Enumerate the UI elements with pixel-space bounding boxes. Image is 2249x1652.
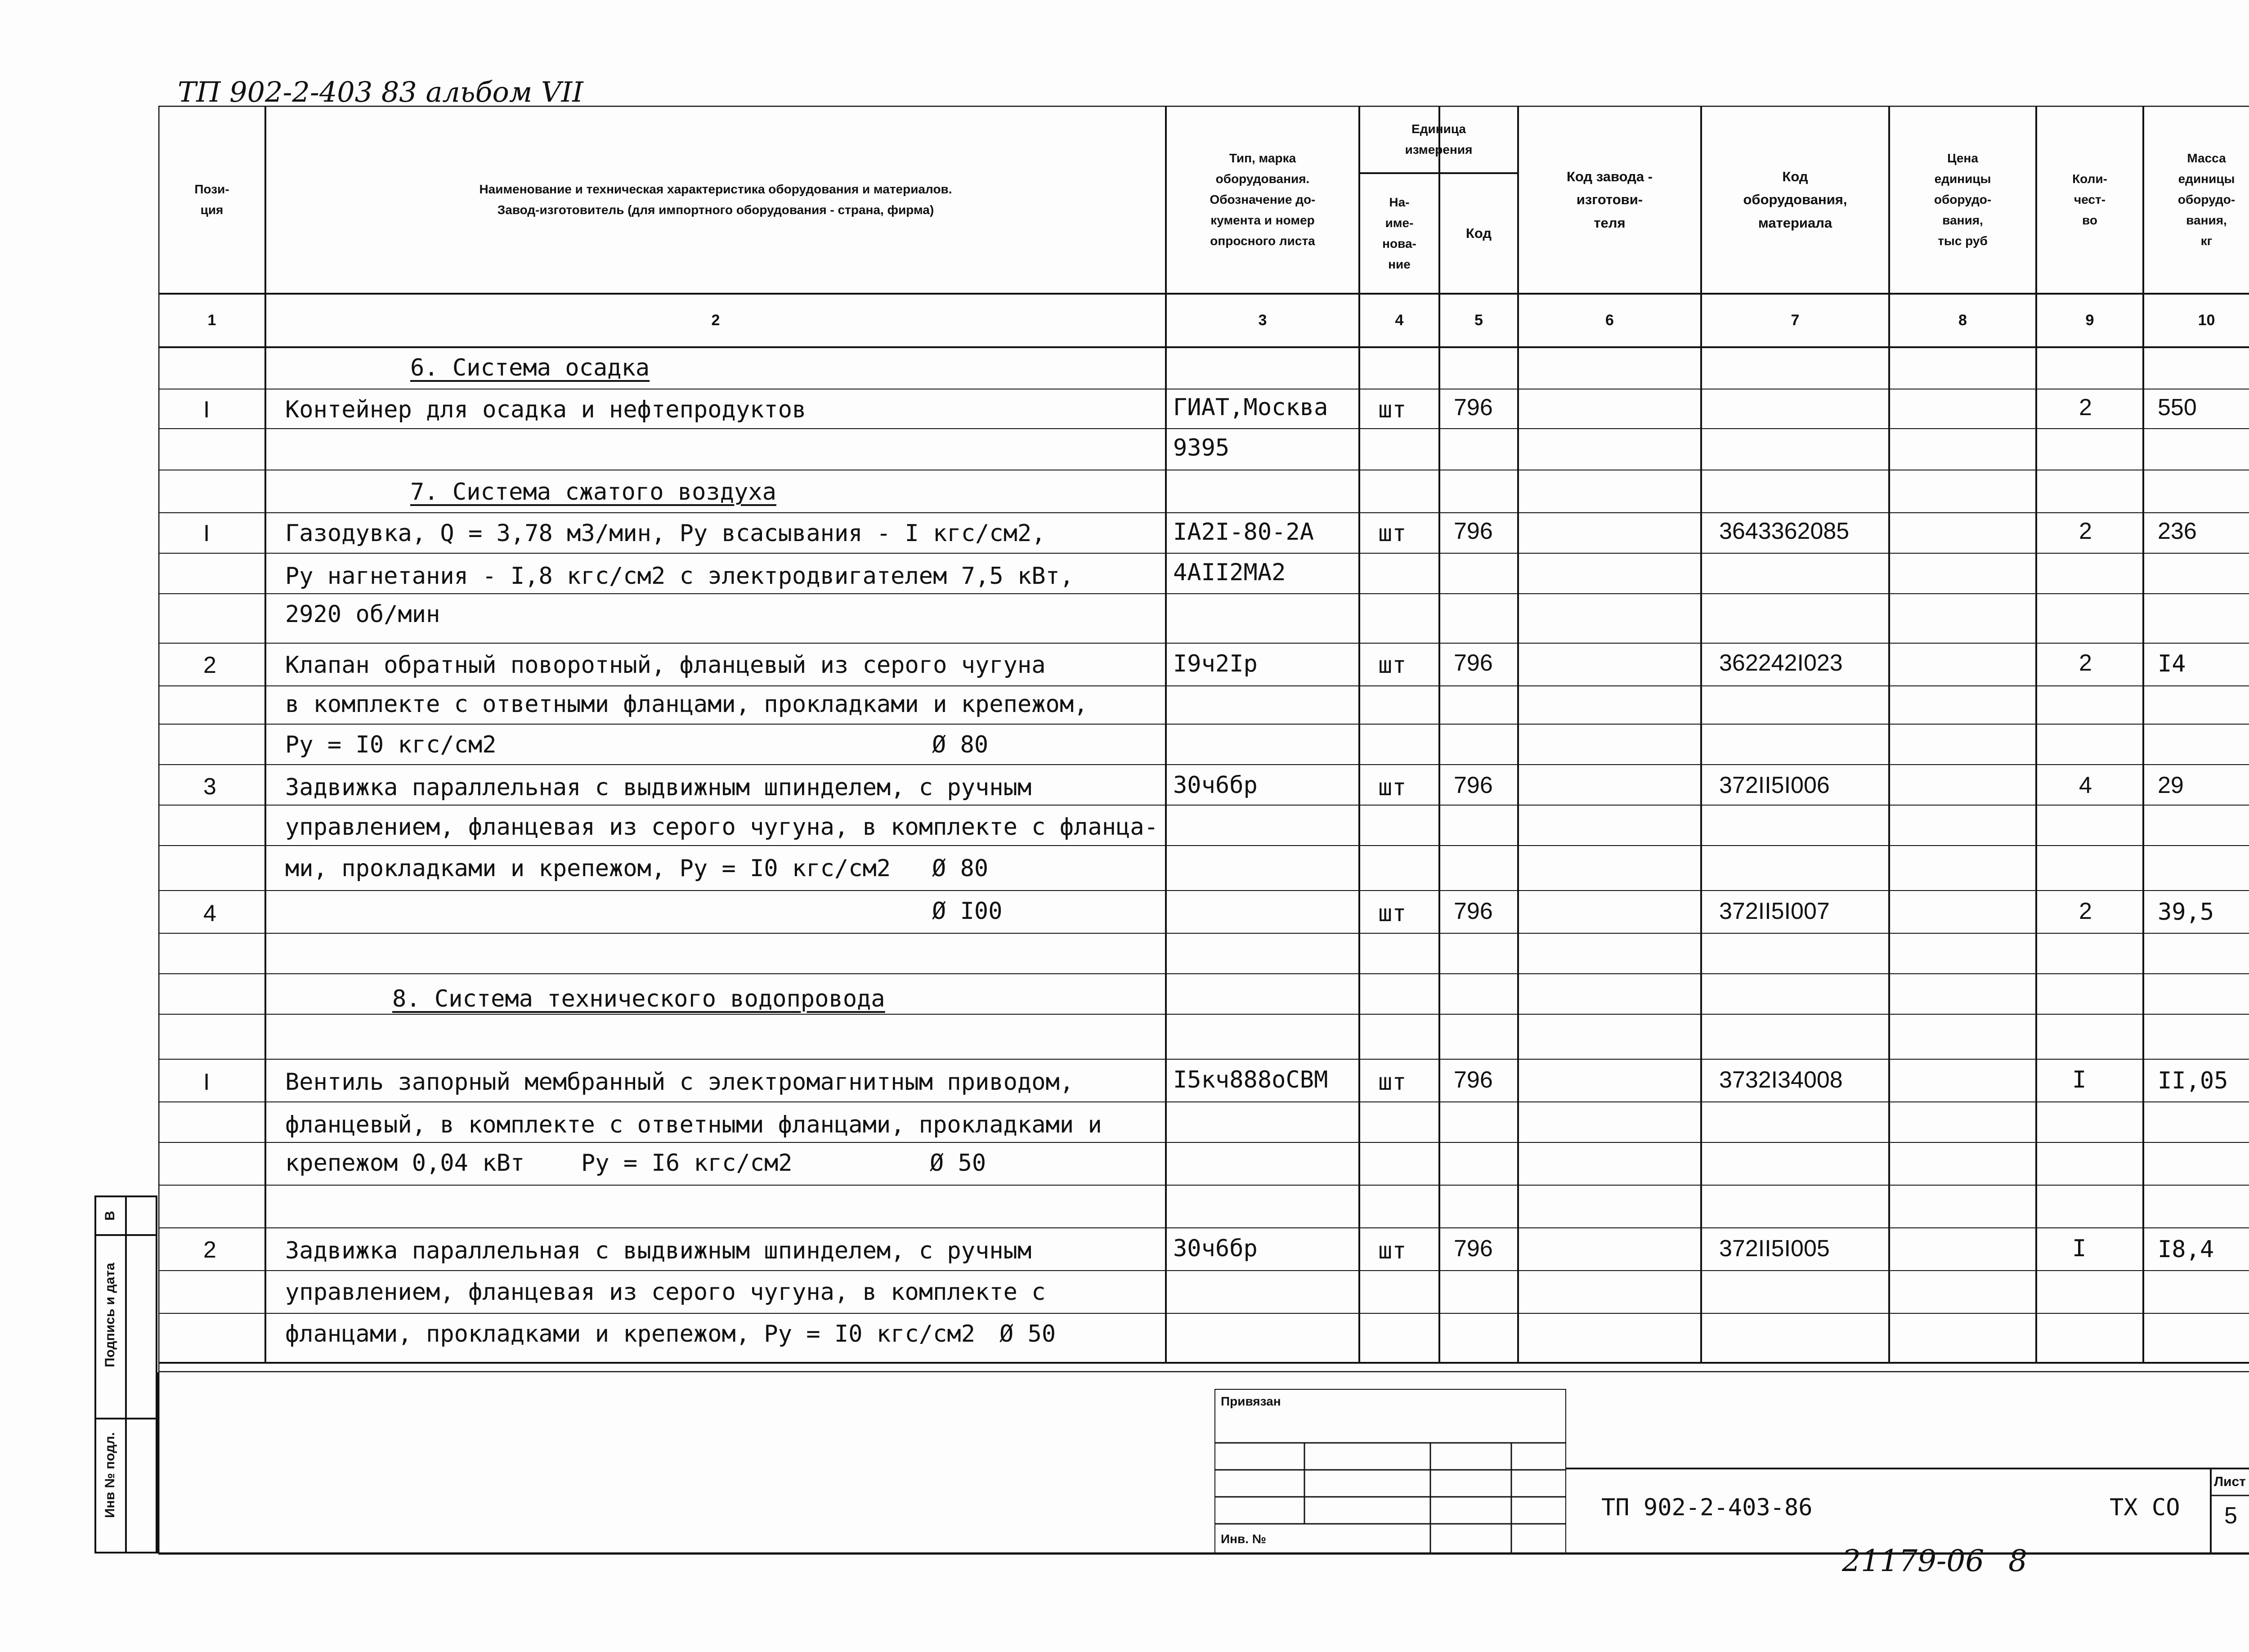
row-name: Ру = I0 кгс/см2: [285, 731, 497, 758]
row-equipment-code: 3643362085: [1719, 518, 1850, 544]
row-type: 30ч6бр: [1173, 1235, 1258, 1262]
row-quantity: 2: [2079, 518, 2092, 544]
row-name: Клапан обратный поворотный, фланцевый из серого чугуна: [285, 652, 1046, 679]
row-unit-code: 796: [1454, 1236, 1493, 1262]
row-type: 30ч6бр: [1173, 772, 1258, 799]
row-unit: шт: [1378, 774, 1407, 801]
row-unit: шт: [1378, 520, 1407, 547]
row-position: 4: [203, 900, 216, 927]
row-position: I: [203, 1069, 210, 1095]
row-name: Задвижка параллельная с выдвижным шпинделем, с ручным: [285, 1237, 1032, 1264]
header-equipment-code: Код оборудования, материала: [1743, 169, 1847, 231]
column-number: 7: [1791, 312, 1800, 329]
equipment-table: [158, 106, 2249, 1372]
column-number: 5: [1474, 312, 1483, 329]
row-mass: II,05: [2158, 1067, 2228, 1094]
column-number: 4: [1395, 312, 1404, 329]
row-mass: I4: [2158, 650, 2186, 677]
document-type: ТХ СО: [2110, 1494, 2180, 1521]
sheet-label: Лист: [2214, 1474, 2246, 1489]
header-position: Пози- ция: [194, 182, 229, 217]
column-number: 10: [2198, 312, 2215, 329]
stamp-inventory-label: Инв. №: [1221, 1532, 1267, 1546]
document-id: ТП 902-2-403-86: [1601, 1494, 1813, 1521]
row-type: IA2I-80-2A: [1173, 519, 1314, 546]
row-unit: шт: [1378, 652, 1407, 679]
row-name: крепежом 0,04 кВт: [285, 1150, 525, 1177]
side-strip: [94, 1195, 157, 1554]
row-unit-code: 796: [1454, 518, 1493, 544]
row-mass: 236: [2158, 518, 2197, 544]
row-quantity: I: [2072, 1066, 2087, 1093]
sheet-number: 5: [2224, 1503, 2237, 1529]
header-unit-name: На- име- нова- ние: [1382, 195, 1416, 272]
header-factory-code: Код завода - изготови- теля: [1566, 169, 1653, 231]
row-diameter: Ø 80: [932, 731, 989, 758]
header-price: Цена единицы оборудо- вания, тыс руб: [1934, 151, 1992, 248]
row-unit: шт: [1378, 1237, 1407, 1264]
row-name: Газодувка, Q = 3,78 м3/мин, Ру всасывания - I кгс/см2,: [285, 520, 1046, 547]
row-pressure: Ру = I6 кгс/см2: [581, 1150, 793, 1177]
column-number: 2: [711, 312, 720, 329]
column-number: 1: [207, 312, 216, 329]
section-6-title: 6. Система осадка: [410, 354, 650, 381]
row-unit: шт: [1378, 396, 1407, 423]
row-unit: шт: [1378, 900, 1407, 927]
stamp-grid: [1214, 1389, 1566, 1554]
row-equipment-code: 372II5I007: [1719, 898, 1830, 924]
row-position: 2: [203, 1237, 216, 1263]
row-mass: 550: [2158, 394, 2197, 421]
row-unit-code: 796: [1454, 650, 1493, 676]
album-label: ТП 902-2-403 83 альбом VII: [178, 76, 583, 108]
row-unit-code: 796: [1454, 394, 1493, 421]
row-quantity: I: [2072, 1235, 2087, 1262]
header-name: Наименование и техническая характеристика оборудования и материалов. Завод-изготовитель (для импортного оборудования - страна, фирма): [479, 182, 952, 217]
header-unit: Единица измерения: [1405, 121, 1473, 157]
row-mass: I8,4: [2158, 1236, 2214, 1263]
row-position: I: [203, 520, 210, 546]
header-mass: Масса единицы оборудо- вания, кг: [2177, 151, 2236, 248]
row-name: в комплекте с ответными фланцами, прокладками и крепежом,: [285, 691, 1088, 718]
row-name: управлением, фланцевая из серого чугуна, в комплекте с фланца-: [285, 814, 1159, 841]
row-diameter: Ø 80: [932, 855, 989, 882]
row-mass: 29: [2158, 772, 2184, 798]
row-name: Вентиль запорный мембранный с электромагнитным приводом,: [285, 1069, 1074, 1096]
header-type: Тип, марка оборудования. Обозначение до- кумента и номер опросного листа: [1210, 151, 1316, 248]
row-unit-code: 796: [1454, 898, 1493, 924]
row-quantity: 2: [2079, 898, 2092, 924]
column-number: 3: [1258, 312, 1267, 329]
row-type: ГИАТ,Москва: [1173, 394, 1328, 421]
row-type-motor: 4AII2MA2: [1173, 559, 1286, 586]
sheet-code-number: 8: [2008, 1544, 2027, 1578]
row-position: I: [203, 397, 210, 423]
row-quantity: 2: [2079, 394, 2092, 421]
row-diameter: Ø 50: [999, 1321, 1056, 1348]
side-b-label: В: [103, 1211, 117, 1221]
signature-date-label: Подпись и дата: [103, 1263, 117, 1367]
row-diameter: Ø I00: [932, 898, 1003, 925]
row-diameter: Ø 50: [930, 1150, 986, 1177]
row-equipment-code: 372II5I006: [1719, 772, 1830, 798]
row-name: Контейнер для осадка и нефтепродуктов: [285, 396, 806, 423]
row-quantity: 2: [2079, 650, 2092, 676]
row-position: 3: [203, 774, 216, 800]
row-name: Задвижка параллельная с выдвижным шпинделем, с ручным: [285, 774, 1032, 801]
column-number: 8: [1958, 312, 1967, 329]
row-unit-code: 796: [1454, 1067, 1493, 1093]
row-unit-code: 796: [1454, 772, 1493, 798]
row-equipment-code: 372II5I005: [1719, 1236, 1830, 1262]
row-name: 2920 об/мин: [285, 601, 440, 628]
row-type: I5кч888оСВМ: [1173, 1066, 1328, 1093]
header-unit-code: Код: [1465, 225, 1492, 242]
binding-stamp: [1214, 1389, 1566, 1554]
header-quantity: Коли- чест- во: [2072, 171, 2107, 228]
inventory-number-label: Инв № подл.: [103, 1432, 117, 1518]
row-name: фланцевый, в комплекте с ответными фланцами, прокладками и: [285, 1111, 1102, 1138]
row-unit: шт: [1378, 1069, 1407, 1096]
row-name: фланцами, прокладками и крепежом, Ру = I0 кгс/см2: [285, 1321, 976, 1348]
row-equipment-code: 362242I023: [1719, 650, 1843, 676]
column-number: 6: [1605, 312, 1614, 329]
row-quantity: 4: [2079, 772, 2092, 798]
stamp-attached-label: Привязан: [1221, 1394, 1281, 1408]
row-type-doc: 9395: [1173, 434, 1230, 461]
section-8-title: 8. Система технического водопровода: [392, 985, 885, 1012]
column-number: 9: [2085, 312, 2094, 329]
row-name: Ру нагнетания - I,8 кгс/см2 с электродвигателем 7,5 кВт,: [285, 563, 1074, 590]
row-mass: 39,5: [2158, 899, 2214, 926]
row-name: управлением, фланцевая из серого чугуна, в комплекте с: [285, 1279, 1046, 1306]
row-name: ми, прокладками и крепежом, Ру = I0 кгс/см2: [285, 855, 891, 882]
row-position: 2: [203, 652, 216, 678]
section-7-title: 7. Система сжатого воздуха: [410, 479, 776, 506]
row-equipment-code: 3732I34008: [1719, 1067, 1843, 1093]
row-type: I9ч2Iр: [1173, 650, 1258, 677]
sheet-code: 21179-06: [1842, 1544, 1985, 1578]
